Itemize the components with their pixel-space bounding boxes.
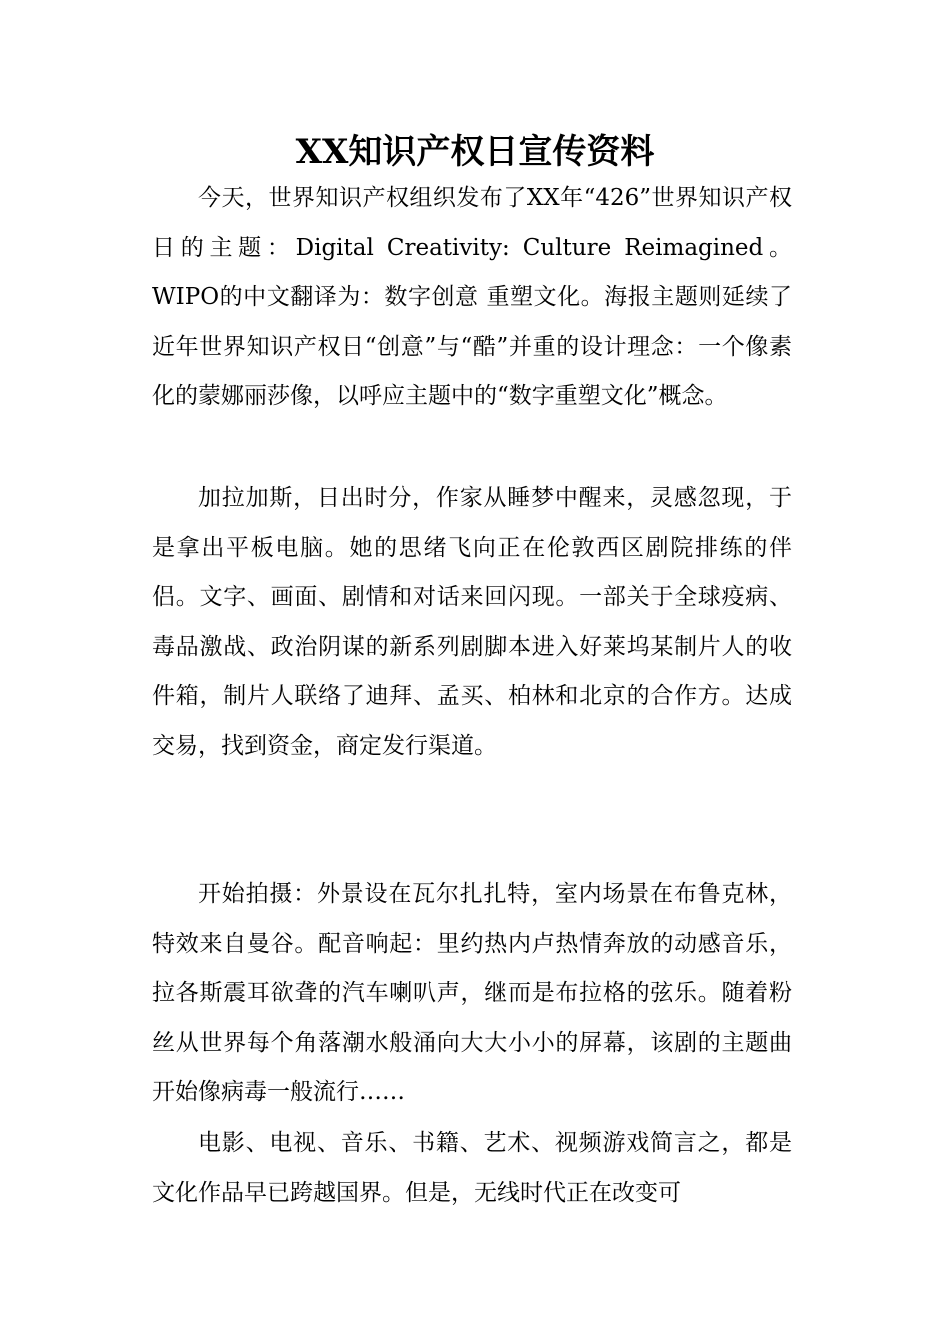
- paragraph-cultural-works: 电影、电视、音乐、书籍、艺术、视频游戏简言之，都是文化作品早已跨越国界。但是，无线时代正在改变可: [152, 1130, 792, 1206]
- paragraph-theme-announcement: 今天，世界知识产权组织发布了XX年“426”世界知识产权日的主题：Digital Creativity: Culture Reimagined。WIPO的中文翻译为：数字创意 重塑文化。海报主题则延续了近年世界知识产权日“创意”与“酷”并重的设计理念：一个像素化的蒙娜丽莎像，以呼应主题中的“数字重塑文化”概念。: [152, 185, 792, 409]
- paragraph-filming-story: 开始拍摄：外景设在瓦尔扎扎特，室内场景在布鲁克林，特效来自曼谷。配音响起：里约热内卢热情奔放的动感音乐，拉各斯震耳欲聋的汽车喇叭声，继而是布拉格的弦乐。随着粉丝从世界每个角落潮水般涌向大大小小的屏幕，该剧的主题曲开始像病毒一般流行……: [152, 881, 792, 1105]
- paragraph-caracas-story: 加拉加斯，日出时分，作家从睡梦中醒来，灵感忽现，于是拿出平板电脑。她的思绪飞向正在伦敦西区剧院排练的伴侣。文字、画面、剧情和对话来回闪现。一部关于全球疫病、毒品激战、政治阴谋的新系列剧脚本进入好莱坞某制片人的收件箱，制片人联络了迪拜、孟买、柏林和北京的合作方。达成交易，找到资金，商定发行渠道。: [152, 485, 792, 759]
- document-title: XX知识产权日宣传资料: [295, 132, 655, 172]
